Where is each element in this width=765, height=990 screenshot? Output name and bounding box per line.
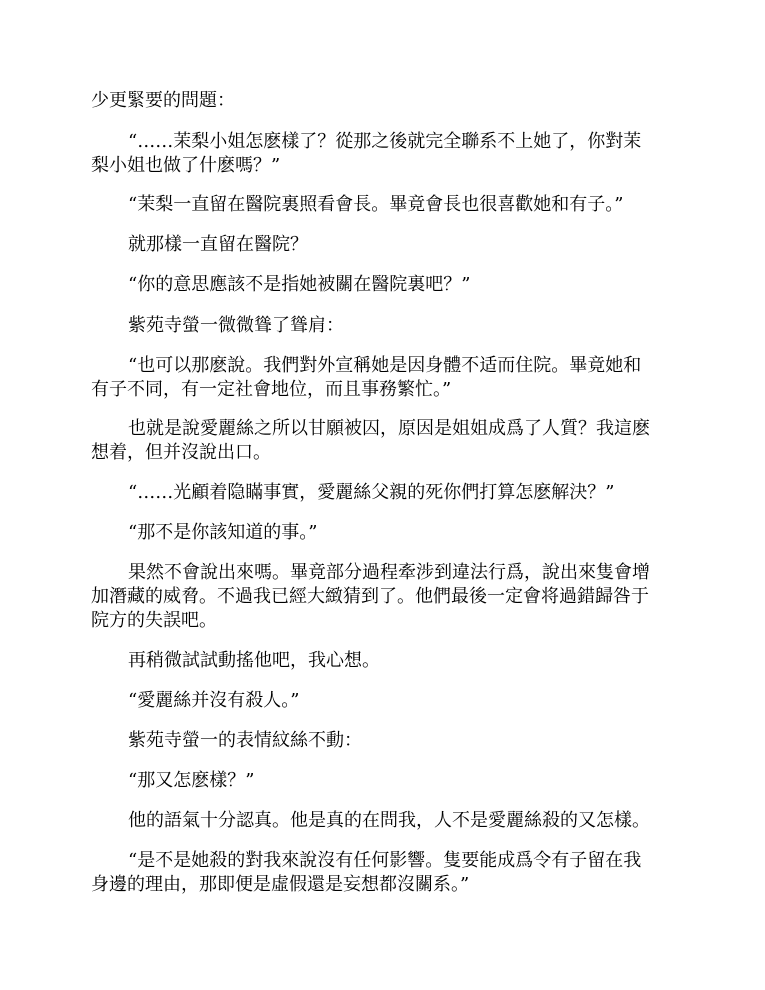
text-line: 院方的失誤吧。: [91, 610, 217, 631]
text-line: 少更緊要的問題：: [91, 90, 235, 111]
text-line: 加潛藏的威脅。不過我已經大緻猜到了。他們最後一定會将過錯歸咎于: [91, 586, 649, 607]
text-line: 就那樣一直留在醫院？: [128, 234, 308, 255]
text-line: 果然不會說出來嗎。畢竟部分過程牽涉到違法行爲，說出來隻會增: [128, 562, 650, 583]
text-line: 想着，但并沒說出口。: [91, 442, 271, 463]
text-line: “是不是她殺的對我來說沒有任何影響。隻要能成爲令有子留在我: [128, 850, 642, 871]
text-line: 也就是說愛麗絲之所以甘願被囚，原因是姐姐成爲了人質？我這麽: [128, 418, 650, 439]
text-line: “茉梨一直留在醫院裏照看會長。畢竟會長也很喜歡她和有子。”: [128, 194, 624, 215]
text-line: “愛麗絲并沒有殺人。”: [128, 690, 300, 711]
text-line: 有子不同，有一定社會地位，而且事務繁忙。”: [91, 379, 452, 400]
text-line: “你的意思應該不是指她被關在醫院裏吧？”: [128, 274, 471, 295]
text-line: “……光顧着隐瞞事實，愛麗絲父親的死你們打算怎麽解決？”: [128, 482, 615, 503]
text-line: “……茉梨小姐怎麽樣了？從那之後就完全聯系不上她了，你對茉: [128, 131, 642, 152]
text-line: 梨小姐也做了什麽嗎？”: [91, 155, 281, 176]
text-line: 他的語氣十分認真。他是真的在問我，人不是愛麗絲殺的又怎樣。: [128, 810, 650, 831]
text-line: “那不是你該知道的事。”: [128, 522, 318, 543]
text-line: 紫苑寺螢一微微聳了聳肩：: [128, 315, 344, 336]
text-line: 身邊的理由，那即便是虛假還是妄想都沒關系。”: [91, 874, 470, 895]
text-line: “也可以那麽說。我們對外宣稱她是因身體不适而住院。畢竟她和: [128, 355, 642, 376]
text-line: “那又怎麽樣？”: [128, 770, 255, 791]
text-line: 再稍微試試動搖他吧，我心想。: [128, 650, 380, 671]
text-line: 紫苑寺螢一的表情紋絲不動：: [128, 730, 362, 751]
